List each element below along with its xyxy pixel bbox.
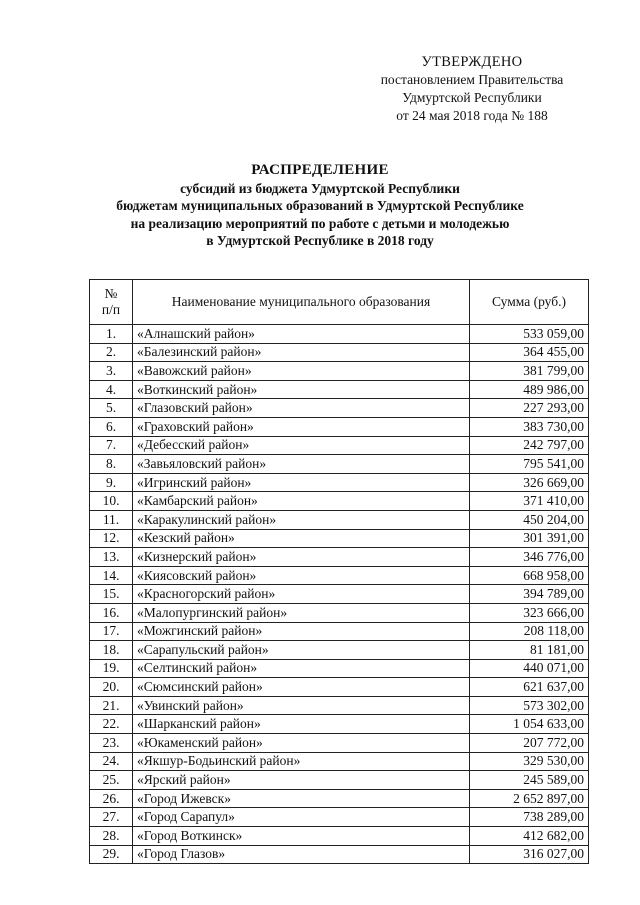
header-number-sign: № <box>104 286 118 301</box>
row-amount: 668 958,00 <box>470 566 589 585</box>
row-municipality: «Дебесский район» <box>133 436 470 455</box>
table-row <box>90 566 589 585</box>
row-number: 13. <box>90 548 133 567</box>
table-row <box>90 827 589 846</box>
row-amount: 394 789,00 <box>470 585 589 604</box>
table-header-row <box>90 280 589 325</box>
table-row <box>90 325 589 344</box>
row-number: 25. <box>90 771 133 790</box>
row-municipality: «Малопургинский район» <box>133 603 470 622</box>
table-row <box>90 641 589 660</box>
row-amount: 440 071,00 <box>470 659 589 678</box>
row-amount: 208 118,00 <box>470 622 589 641</box>
table-row <box>90 715 589 734</box>
row-municipality: «Завьяловский район» <box>133 455 470 474</box>
row-amount: 207 772,00 <box>470 734 589 753</box>
row-number: 22. <box>90 715 133 734</box>
row-number: 17. <box>90 622 133 641</box>
table-row <box>90 529 589 548</box>
row-municipality: «Увинский район» <box>133 696 470 715</box>
header-name: Наименование муниципального образования <box>133 280 470 325</box>
row-number: 16. <box>90 603 133 622</box>
approval-line-3: от 24 мая 2018 года № 188 <box>396 108 548 123</box>
table-row <box>90 343 589 362</box>
row-number: 20. <box>90 678 133 697</box>
approval-line-2: Удмуртской Республики <box>402 90 542 105</box>
row-amount: 371 410,00 <box>470 492 589 511</box>
row-amount: 323 666,00 <box>470 603 589 622</box>
title-main: РАСПРЕДЕЛЕНИЕ <box>251 162 389 178</box>
table-row <box>90 380 589 399</box>
row-number: 2. <box>90 343 133 362</box>
row-municipality: «Глазовский район» <box>133 399 470 418</box>
table-body <box>90 325 589 864</box>
row-amount: 795 541,00 <box>470 455 589 474</box>
row-number: 23. <box>90 734 133 753</box>
row-amount: 621 637,00 <box>470 678 589 697</box>
approval-heading: УТВЕРЖДЕНО <box>421 54 523 70</box>
row-municipality: «Кезский район» <box>133 529 470 548</box>
table-row <box>90 585 589 604</box>
row-number: 4. <box>90 380 133 399</box>
row-amount: 412 682,00 <box>470 827 589 846</box>
header-sum: Сумма (руб.) <box>470 280 589 325</box>
row-municipality: «Киясовский район» <box>133 566 470 585</box>
row-amount: 364 455,00 <box>470 343 589 362</box>
row-municipality: «Каракулинский район» <box>133 510 470 529</box>
row-number: 7. <box>90 436 133 455</box>
table-row <box>90 548 589 567</box>
table-row <box>90 622 589 641</box>
row-number: 11. <box>90 510 133 529</box>
row-number: 3. <box>90 362 133 381</box>
table-row <box>90 362 589 381</box>
table-row <box>90 696 589 715</box>
row-municipality: «Город Сарапул» <box>133 808 470 827</box>
table-row <box>90 492 589 511</box>
row-amount: 573 302,00 <box>470 696 589 715</box>
header-number-pp: п/п <box>101 302 121 317</box>
table-row <box>90 789 589 808</box>
row-amount: 450 204,00 <box>470 510 589 529</box>
table-row <box>90 455 589 474</box>
row-amount: 738 289,00 <box>470 808 589 827</box>
row-number: 5. <box>90 399 133 418</box>
row-municipality: «Красногорский район» <box>133 585 470 604</box>
table-row <box>90 845 589 864</box>
table-row <box>90 734 589 753</box>
row-amount: 81 181,00 <box>470 641 589 660</box>
row-amount: 489 986,00 <box>470 380 589 399</box>
row-number: 29. <box>90 845 133 864</box>
row-amount: 227 293,00 <box>470 399 589 418</box>
approval-block <box>362 53 582 125</box>
table-row <box>90 417 589 436</box>
row-number: 24. <box>90 752 133 771</box>
row-amount: 2 652 897,00 <box>470 789 589 808</box>
row-number: 10. <box>90 492 133 511</box>
row-number: 14. <box>90 566 133 585</box>
table-row <box>90 399 589 418</box>
title-line-2: бюджетам муниципальных образований в Удмуртской Республике <box>116 198 524 213</box>
row-municipality: «Город Ижевск» <box>133 789 470 808</box>
row-number: 9. <box>90 473 133 492</box>
row-number: 18. <box>90 641 133 660</box>
row-amount: 329 530,00 <box>470 752 589 771</box>
row-amount: 533 059,00 <box>470 325 589 344</box>
row-municipality: «Балезинский район» <box>133 343 470 362</box>
row-municipality: «Шарканский район» <box>133 715 470 734</box>
row-number: 27. <box>90 808 133 827</box>
row-municipality: «Юкаменский район» <box>133 734 470 753</box>
document-title <box>0 162 640 250</box>
row-municipality: «Граховский район» <box>133 417 470 436</box>
row-municipality: «Игринский район» <box>133 473 470 492</box>
row-municipality: «Селтинский район» <box>133 659 470 678</box>
row-amount: 383 730,00 <box>470 417 589 436</box>
row-municipality: «Вавожский район» <box>133 362 470 381</box>
row-number: 28. <box>90 827 133 846</box>
row-municipality: «Якшур-Бодьинский район» <box>133 752 470 771</box>
row-number: 15. <box>90 585 133 604</box>
row-amount: 346 776,00 <box>470 548 589 567</box>
row-amount: 242 797,00 <box>470 436 589 455</box>
table-row <box>90 808 589 827</box>
table-row <box>90 473 589 492</box>
row-number: 12. <box>90 529 133 548</box>
row-amount: 1 054 633,00 <box>470 715 589 734</box>
row-municipality: «Город Воткинск» <box>133 827 470 846</box>
distribution-table <box>89 279 589 864</box>
row-amount: 301 391,00 <box>470 529 589 548</box>
row-municipality: «Воткинский район» <box>133 380 470 399</box>
title-line-4: в Удмуртской Республике в 2018 году <box>206 233 434 248</box>
row-municipality: «Ярский район» <box>133 771 470 790</box>
title-line-3: на реализацию мероприятий по работе с детьми и молодежью <box>130 215 510 231</box>
row-number: 1. <box>90 325 133 344</box>
row-amount: 245 589,00 <box>470 771 589 790</box>
table-row <box>90 510 589 529</box>
row-number: 6. <box>90 417 133 436</box>
table-row <box>90 678 589 697</box>
row-municipality: «Сюмсинский район» <box>133 678 470 697</box>
row-number: 21. <box>90 696 133 715</box>
row-municipality: «Можгинский район» <box>133 622 470 641</box>
row-municipality: «Алнашский район» <box>133 325 470 344</box>
table-row <box>90 659 589 678</box>
approval-line-1: постановлением Правительства <box>380 72 564 87</box>
row-municipality: «Камбарский район» <box>133 492 470 511</box>
row-amount: 326 669,00 <box>470 473 589 492</box>
table-row <box>90 603 589 622</box>
header-number <box>90 280 133 325</box>
table-row <box>90 752 589 771</box>
title-line-1: субсидий из бюджета Удмуртской Республики <box>180 180 460 196</box>
row-municipality: «Кизнерский район» <box>133 548 470 567</box>
row-number: 19. <box>90 659 133 678</box>
row-municipality: «Сарапульский район» <box>133 641 470 660</box>
row-amount: 381 799,00 <box>470 362 589 381</box>
table-row <box>90 436 589 455</box>
row-number: 8. <box>90 455 133 474</box>
table-row <box>90 771 589 790</box>
row-municipality: «Город Глазов» <box>133 845 470 864</box>
row-number: 26. <box>90 789 133 808</box>
row-amount: 316 027,00 <box>470 845 589 864</box>
